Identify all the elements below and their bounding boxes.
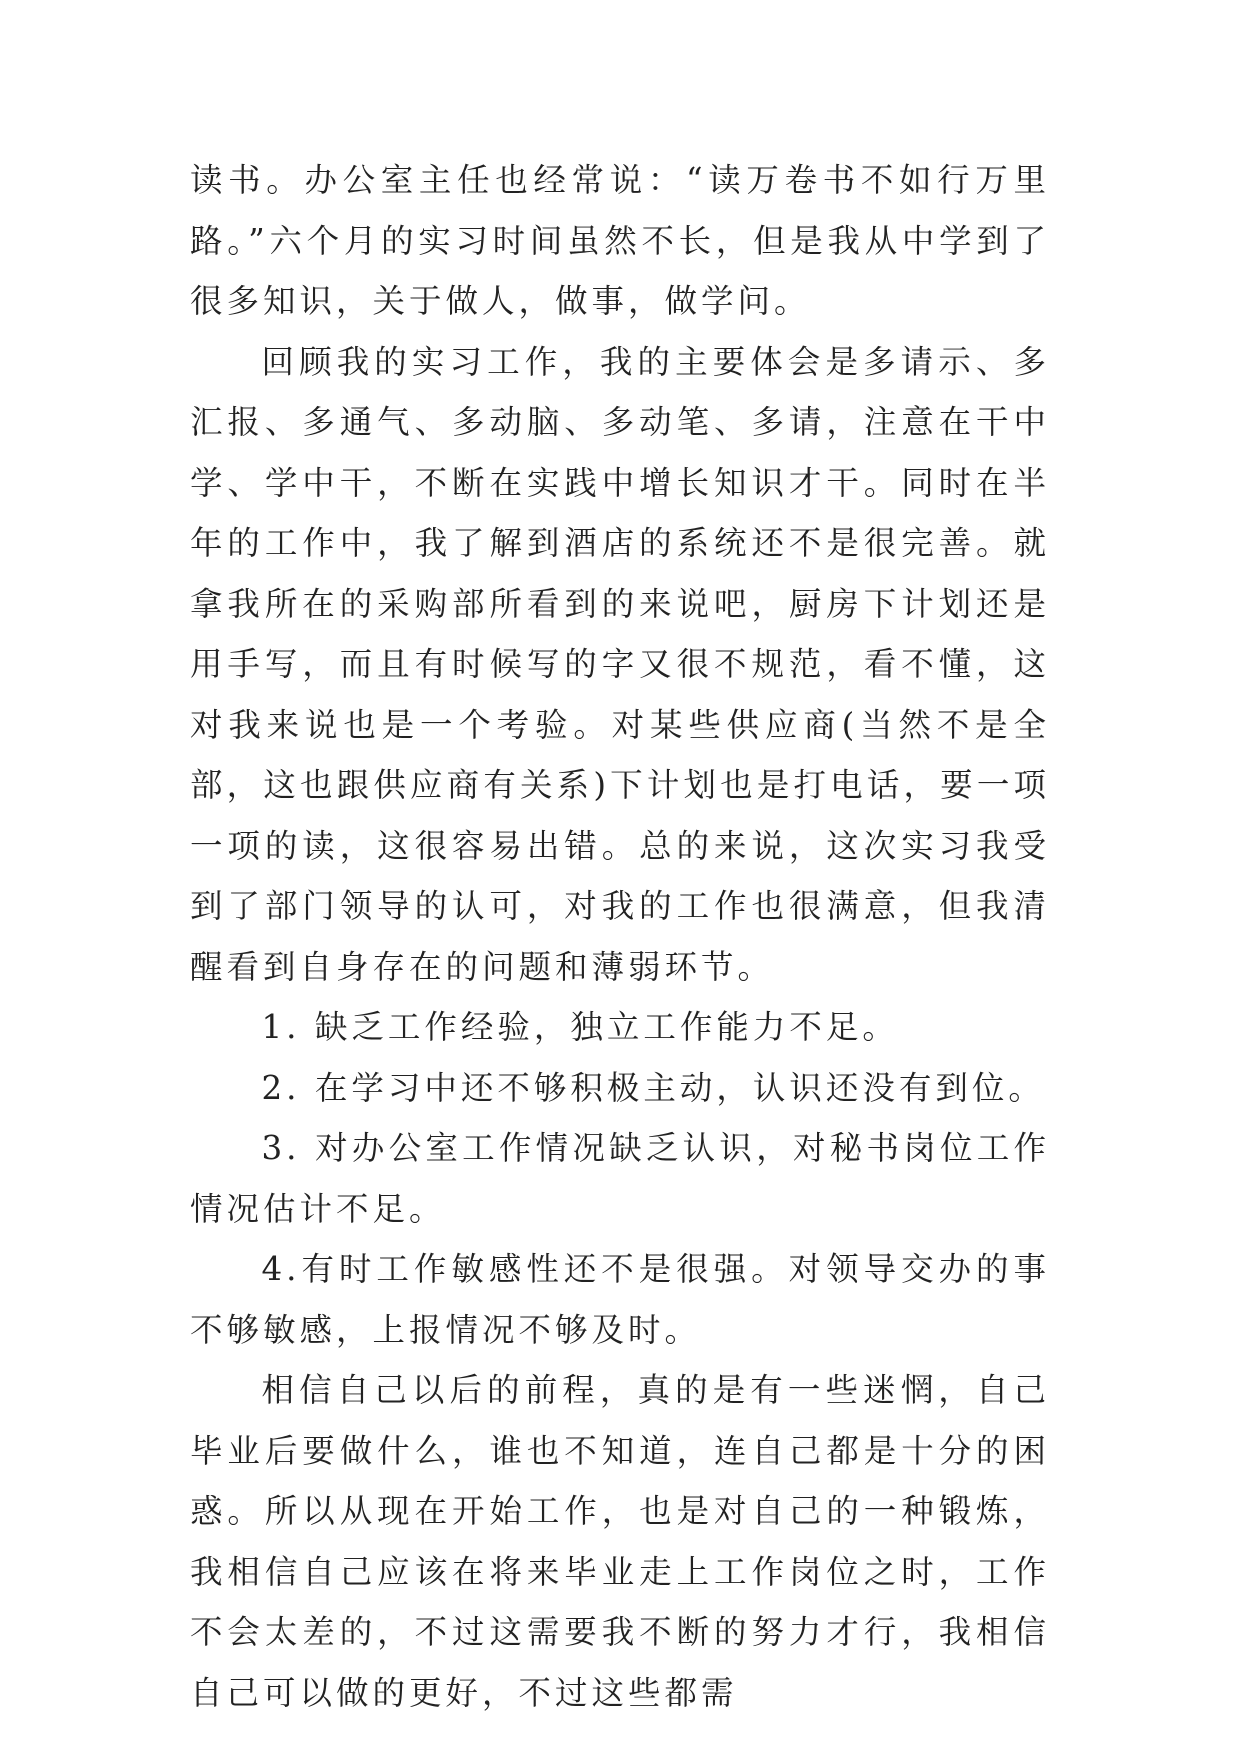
list-item-2: 2. 在学习中还不够积极主动，认识还没有到位。 (261, 1068, 1045, 1107)
list-item-3: 3. 对办公室工作情况缺乏认识，对秘书岗位工作情况估计不足。 (190, 1129, 1050, 1228)
list-item-1: 1. 缺乏工作经验，独立工作能力不足。 (261, 1008, 899, 1046)
list-item-4: 4.有时工作敏感性还不是很强。对领导交办的事不够敏感，上报情况不够及时。 (190, 1250, 1050, 1349)
paragraph-continued-reading: 读书。办公室主任也经常说：“读万卷书不如行万里路。”六个月的实习时间虽然不长，但是我从中学到了很多知识，关于做人，做事，做学问。 (190, 161, 1050, 320)
paragraph-future-outlook: 相信自己以后的前程，真的是有一些迷惘，自己毕业后要做什么，谁也不知道，连自己都是十分的困惑。所以从现在开始工作，也是对自己的一种锻炼，我相信自己应该在将来毕业走上工作岗位之时，工作不会太差的，不过这需要我不断的努力才行，我相信自己可以做的更好，不过这些都需 (190, 1371, 1050, 1712)
document-body (190, 150, 1050, 1723)
paragraph-internship-review: 回顾我的实习工作，我的主要体会是多请示、多汇报、多通气、多动脑、多动笔、多请，注意在干中学、学中干，不断在实践中增长知识才干。同时在半年的工作中，我了解到酒店的系统还不是很完善。就拿我所在的采购部所看到的来说吧，厨房下计划还是用手写，而且有时候写的字又很不规范，看不懂，这对我来说也是一个考验。对某些供应商(当然不是全部，这也跟供应商有关系)下计划也是打电话，要一项一项的读，这很容易出错。总的来说，这次实习我受到了部门领导的认可，对我的工作也很满意，但我清醒看到自身存在的问题和薄弱环节。 (190, 342, 1050, 986)
